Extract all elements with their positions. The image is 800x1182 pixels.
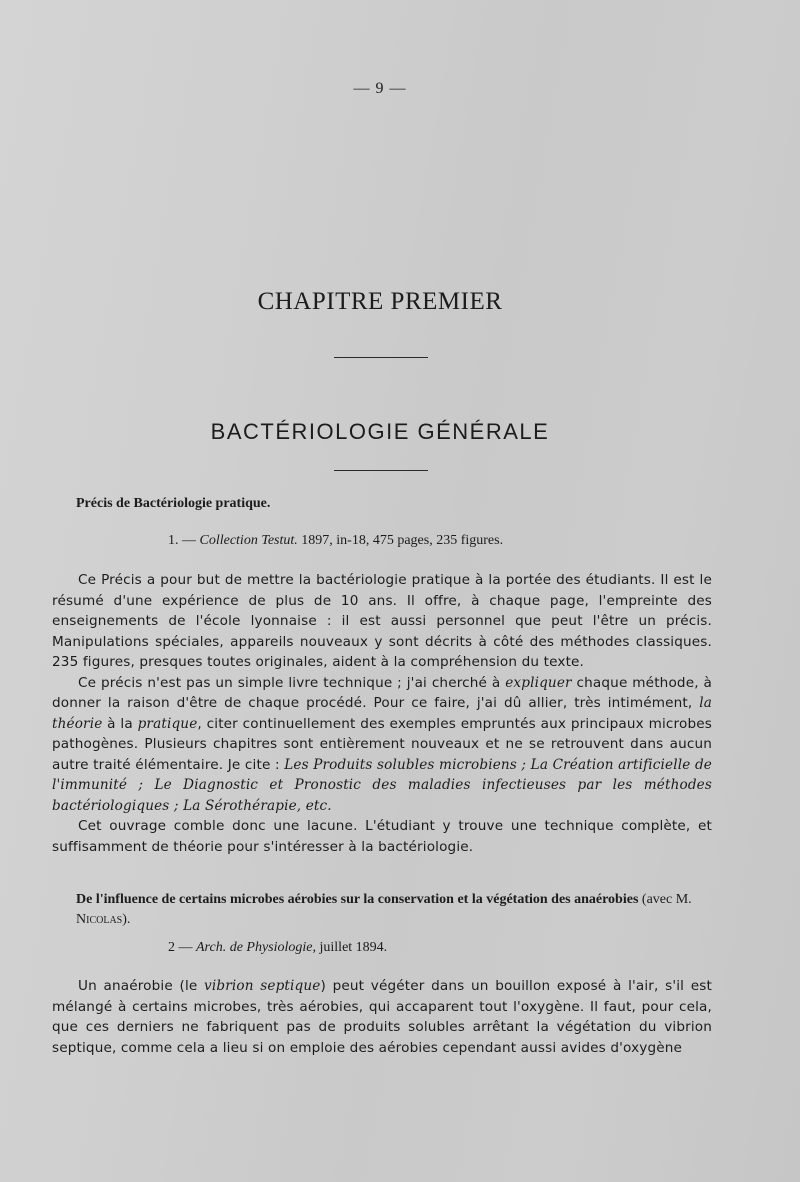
entry-title-plain: (avec M. [638,892,692,907]
entry-reference [168,940,387,956]
divider-rule [334,357,428,358]
ref-number: 2 — [168,940,193,955]
entry-title: Précis de Bactériologie pratique. [76,496,271,511]
text-run: à la [102,715,138,732]
ref-source: Collection Testut. [199,533,298,548]
italic-text: Les Produits solubles microbiens ; La Création artificielle de l'immunité ; Le Diagnostic et Pronostic des maladies infectieuses par les méthodes bactériologiques ; La Sérothérapie, etc. [52,756,712,814]
text-run: ) peut végéter dans un bouillon exposé à l'air, s'il est mélangé à certains microbes, très aérobies, qui accaparent tout l'oxygène. Il faut, pour cela, que ces derniers ne fabriquent pas de produits solubles arrêtant la végétation du vibrion septique, comme cela a lieu si on emploie des aérobies cependant aussi avides d'oxygène [52,978,712,1056]
entry-title-end: ). [122,912,131,927]
italic-text: expliquer [505,674,572,691]
ref-details: 1897, in-18, 475 pages, 235 figures. [301,533,504,548]
entry-body [52,976,712,1058]
section-title: BACTÉRIOLOGIE GÉNÉRALE [210,419,550,444]
ref-details: juillet 1894. [319,940,388,955]
entry-body [52,570,712,857]
paragraph [52,976,712,1058]
entry-author: Nicolas [76,912,123,927]
paragraph [52,570,712,673]
ref-number: 1. — [168,533,196,548]
italic-text: la théorie [52,695,712,732]
entry-title [76,890,726,930]
divider-rule [334,470,428,471]
italic-text: vibrion septique [204,978,321,994]
text-run: chaque méthode, à donner la raison d'être de chaque procédé. Pour ce faire, j'ai dû allier, très intimément, [52,674,712,711]
text-run: Ce précis n'est pas un simple livre technique ; j'ai cherché à [78,674,506,691]
entry-title-bold: De l'influence de certains microbes aérobies sur la conservation et la végétation des anaérobies [76,892,639,907]
text-run: Cet ouvrage comble donc une lacune. L'étudiant y trouve une technique complète, et suffisamment de théorie pour s'intéresser à la bactériologie. [52,818,712,855]
paragraph [52,673,712,817]
entry-reference [168,533,503,549]
chapter-title: CHAPITRE PREMIER [257,288,503,315]
text-run: , citer continuellement des exemples empruntés aux principaux microbes pathogènes. Plusieurs chapitres sont entièrement nouveaux et ne se retrouvent dans aucun autre traité élémentaire. Je cite : [52,715,712,773]
italic-text: pratique [137,715,198,732]
ref-source: Arch. de Physiologie, [196,940,317,955]
paragraph [52,816,712,857]
page-number: — 9 — [353,80,407,97]
text-run: Ce Précis a pour but de mettre la bactériologie pratique à la portée des étudiants. Il est le résumé d'une expérience de plus de 10 ans. Il offre, à chaque page, l'empreinte des enseignements de l'école lyonnaise : il est aussi personnel que peut l'être un précis. Manipulations spéciales, appareils nouveaux y sont décrits à côté des méthodes classiques. 235 figures, presques toutes originales, aident à la compréhension du texte. [52,572,712,670]
text-run: Un anaérobie (le [78,978,205,994]
